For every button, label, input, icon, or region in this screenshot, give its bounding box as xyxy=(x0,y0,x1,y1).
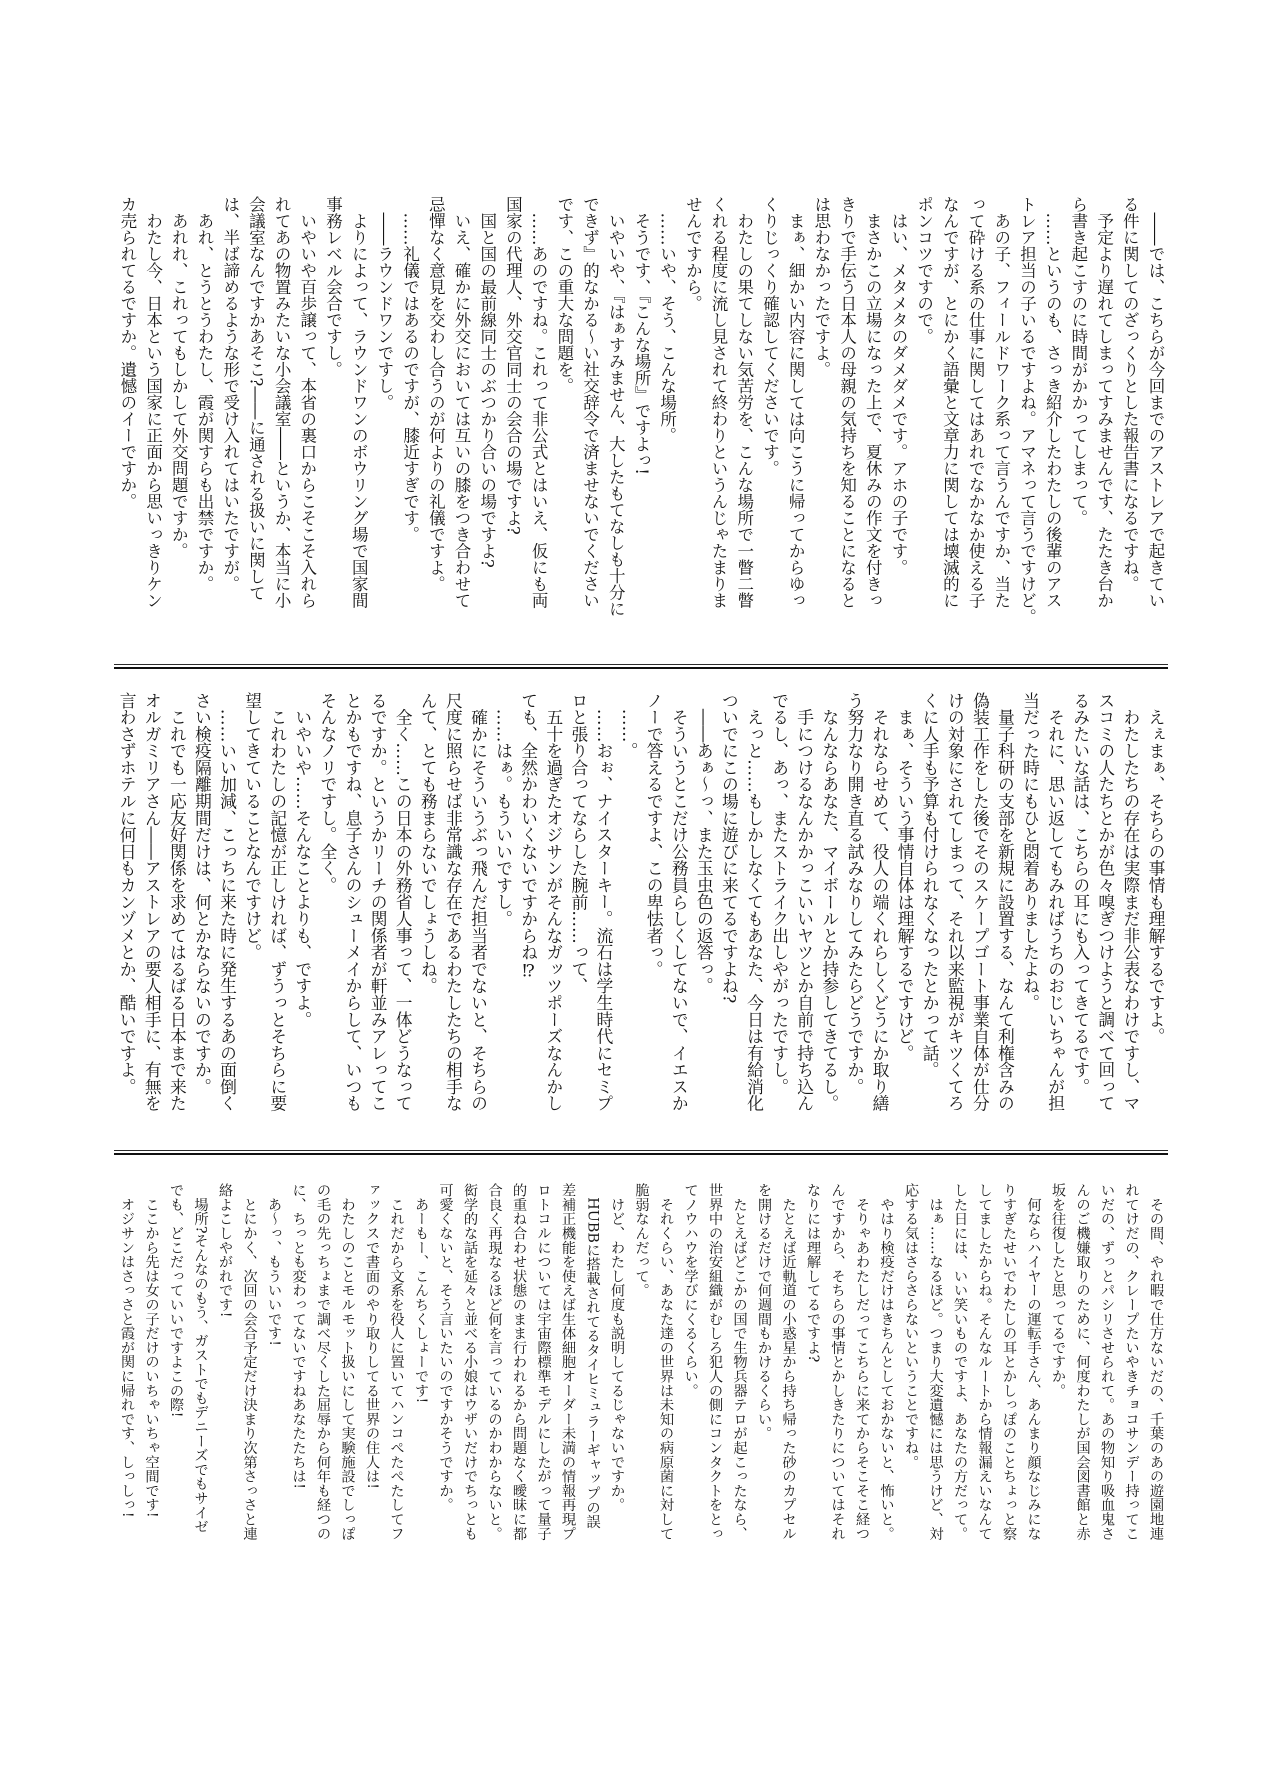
text-column: ……いい加減、こっちに来た時に発生するあの面倒く xyxy=(217,692,238,1112)
text-column: 事務レベル会合ですし。 xyxy=(323,196,343,378)
text-column: やはり検疫だけはきちんとしておかないと、怖いと。 xyxy=(878,1183,895,1541)
text-column: あ〜っ、もういいです! xyxy=(266,1183,282,1347)
text-column: れてけだの、クレープたいやきチョコサンデー持ってこ xyxy=(1123,1183,1140,1541)
text-column: るみたいな話は、こちらの耳にも入ってきてるです。 xyxy=(1070,692,1091,1095)
text-column: ロトコルについては宇宙際標準モデルにしたがって量子 xyxy=(535,1183,552,1541)
text-column: なんですが、とにかく語彙と文章力に関しては壊滅的に xyxy=(940,196,960,609)
text-column: ポンコツですので。 xyxy=(914,196,934,345)
text-column: 脆弱なんだって。 xyxy=(633,1183,650,1298)
text-column: そうです、『こんな場所』ですよっ! xyxy=(631,196,651,475)
text-column: あーもー、こんちくしょーです! xyxy=(413,1183,429,1404)
text-column: たとえば近軌道の小惑星から持ち帰った砂のカプセル xyxy=(780,1183,797,1541)
text-column: わたしのことモルモット扱いにして実験施設でしっぽ xyxy=(339,1183,356,1541)
text-column: とかもですね、息子さんのシューメイからして、いつも xyxy=(343,692,363,1112)
text-column: そういうとこだけ公務員らしくしてないで、イエスか xyxy=(669,692,690,1112)
text-column: いやいや……そんなことよりも、ですよ。 xyxy=(292,692,313,1028)
section-divider-rule-2 xyxy=(114,1150,1168,1155)
text-column: う努力なり開き直る試みなりしてみたらどうですか。 xyxy=(844,692,865,1095)
text-column: あの子、フィールドワーク系って言うんですか、当た xyxy=(991,196,1011,609)
text-column: きりで手伝う日本人の母親の気持ちを知ることになると xyxy=(837,196,857,609)
text-column: 坂を往復したと思ってるですか。 xyxy=(1050,1183,1066,1398)
text-column: ……おぉ、ナイスターキー。流石は学生時代にセミプ xyxy=(593,692,614,1112)
text-column: 尺度に照らせば非常識な存在であるわたしたちの相手な xyxy=(443,692,464,1112)
text-column: 可愛くないと、そう言いたいのですかそうですか。 xyxy=(437,1183,454,1512)
text-column: まぁ、細かい内容に関しては向こうに帰ってからゆっ xyxy=(786,196,806,609)
text-column: 忌憚なく意見を交わし合うのが何よりの礼儀ですよ。 xyxy=(426,196,446,592)
text-column: ら書き起こすのに時間がかかってしまって。 xyxy=(1068,196,1088,526)
text-column: ……。 xyxy=(619,692,640,760)
text-column: は、半ば諦めるような形で受け入れてはいたですが。 xyxy=(220,196,240,592)
text-column: そりゃあわたしだってこちらに来てからそこそこ経つ xyxy=(854,1183,870,1541)
text-column: HUBBに搭載されてるタイヒミュラーギャップの誤 xyxy=(584,1183,601,1529)
text-column: 手につけるなんかかっこいいヤツとか自前で持ち込ん xyxy=(794,692,815,1112)
text-column: オルガミリアさん――アストレアの要人相手に、有無を xyxy=(142,692,163,1112)
text-column: ――では、こちらが今回までのアストレアで起きてい xyxy=(1146,196,1165,609)
text-section-bottom xyxy=(114,1183,1168,1561)
text-column: そんなノリですし。全く。 xyxy=(317,692,338,894)
text-column: ……というのも、さっき紹介したわたしの後輩のアス xyxy=(1043,196,1063,609)
text-column: ても、全然かわいくないですからね⁉ xyxy=(518,692,539,981)
text-column: です、この重大な問題を。 xyxy=(554,196,574,394)
text-column: 予定より遅れてしまってすみませんです、たたき台か xyxy=(1094,196,1114,609)
text-column: 会議室なんですかあそこ?――に通される扱いに関して xyxy=(246,196,266,601)
text-column: それならせめて、役人の端くれらしくどうにか取り繕 xyxy=(869,692,890,1112)
text-column: 衒学的な話を延々と並べる小娘はウザいだけでちっとも xyxy=(462,1183,478,1541)
text-column: せんですから。 xyxy=(683,196,703,312)
text-column: 応する気はさらさらないということですね。 xyxy=(903,1183,919,1469)
text-column: の毛の先っちょまで調べ尽くした屈辱から何年も経つの xyxy=(315,1183,331,1541)
text-column: それに、思い返してもみればうちのおじいちゃんが担 xyxy=(1045,692,1066,1112)
text-column: 場所?そんなのもう、ガストでもデニーズでもサイゼ xyxy=(192,1183,209,1534)
text-column: ……あのですね。これって非公式とはいえ、仮にも両 xyxy=(529,196,549,609)
text-column: いやいや、『はぁすみません、大したもてなしも十分に xyxy=(606,196,626,617)
text-column: 当だった時にもひと悶着ありましたよね。 xyxy=(1020,692,1041,1012)
text-column: って砕ける系の仕事に関してはあれでなかなか使える子 xyxy=(966,196,986,609)
text-column: 国と国の最前線同士のぶつかり合いの場ですよ? xyxy=(477,196,497,568)
text-column: これでも一応友好関係を求めてはるばる日本まで来た xyxy=(167,692,188,1112)
text-column: 世界中の治安組織がむしろ犯人の側にコンタクトをとっ xyxy=(707,1183,723,1541)
text-column: 量子科研の支部を新規に設置する、なんて利権含みの xyxy=(995,692,1016,1112)
text-column: いだの、ずっとパシリさせられて。あの物知り吸血鬼さ xyxy=(1099,1183,1115,1541)
text-column: まぁ、そういう事情自体は理解するですけど。 xyxy=(895,692,916,1062)
text-column: んて、とても務まらないでしょうしね。 xyxy=(418,692,439,995)
text-section-top xyxy=(114,196,1168,634)
text-column: 合良く再現なるほど何を言っているのかわからないと。 xyxy=(486,1183,503,1541)
text-column: ノーで答えるですよ、この卑怯者っ。 xyxy=(644,692,665,978)
text-column: ――あぁ〜っ、また玉虫色の返答っ。 xyxy=(694,692,715,995)
text-column: それくらい、あなた達の世界は未知の病原菌に対して xyxy=(658,1183,674,1541)
text-column: くに人手も予算も付けられなくなったとかって話。 xyxy=(920,692,941,1079)
text-column: 国家の代理人、外交官同士の会合の場ですよ? xyxy=(503,196,523,535)
text-column: よりによって、ラウンドワンのボウリング場で国家間 xyxy=(349,196,369,609)
text-column: 偽装工作をした後でそのスケープゴート事業自体が仕分 xyxy=(970,692,991,1112)
text-column: に、ちっとも変わってないですねあなたたちは! xyxy=(290,1183,307,1490)
text-column: えっと……もしかしなくてもあなた、今日は有給消化 xyxy=(744,692,765,1112)
text-column: スコミの人たちとかが色々嗅ぎつけようと調べて回って xyxy=(1095,692,1116,1112)
section-divider-rule-1 xyxy=(114,664,1168,669)
text-column: これだから文系を役人に置いてハンコぺたぺたしてフ xyxy=(388,1183,405,1541)
text-column: てノウハウを学びにくるくらい。 xyxy=(682,1183,699,1398)
text-column: んのご機嫌取りのために、何度わたしが国会図書館と赤 xyxy=(1074,1183,1091,1541)
text-column: でも、どこだっていいですよこの際! xyxy=(168,1183,184,1418)
text-column: わたしたちの存在は実際まだ非公表なわけですし、マ xyxy=(1120,692,1141,1112)
text-column: 的重ね合わせ状態のまま行われるから問題なく曖昧に都 xyxy=(511,1183,527,1541)
text-column: 何ならハイヤーの運転手さん、あんまり顔なじみにな xyxy=(1025,1183,1042,1541)
text-column: は思わなかったですよ。 xyxy=(811,196,831,378)
text-column: けの対象にされてしまって、それ以来監視がキツくてろ xyxy=(945,692,966,1112)
text-column: わたし今、日本という国家に正面から思いっきりケン xyxy=(143,196,163,609)
text-section-middle xyxy=(114,692,1168,1140)
text-column: はい、メタメタのダメダメです。アホの子です。 xyxy=(888,196,908,576)
text-column: 言わさずホテルに何日もカンヅメとか、酷いですよ。 xyxy=(117,692,138,1095)
text-column: ついでにこの場に遊びに来てるですよね? xyxy=(719,692,740,1004)
text-column: カ売られてるですか。遺憾のイーですか。 xyxy=(117,196,137,510)
text-column: わたしの果てしない気苦労を、こんな場所で一瞥二瞥 xyxy=(734,196,754,609)
text-column: その間、やれ暇で仕方ないだの、千葉のあの遊園地連 xyxy=(1148,1183,1164,1541)
text-column: 差補正機能を使えば生体細胞オーダー未満の情報再現プ xyxy=(560,1183,576,1541)
text-column: いやいや百歩譲って、本省の裏口からこそこそ入れら xyxy=(297,196,317,609)
text-column: えぇまぁ、そちらの事情も理解するですよ。 xyxy=(1146,692,1166,1045)
text-column: いえ、確かに外交においては互いの膝をつき合わせて xyxy=(452,196,472,609)
text-column: ……いや、そう、こんな場所。 xyxy=(657,196,677,444)
text-column: くりじっくり確認してくださいです。 xyxy=(760,196,780,477)
text-column: あれれ、これってもしかして外交問題ですか。 xyxy=(169,196,189,559)
text-column: ァックスで書面のやり取りしてる世界の住人は! xyxy=(364,1183,380,1490)
text-column: した日には、いい笑いものですよ、あなたの方だって。 xyxy=(952,1183,968,1541)
text-column: りすぎたせいでわたしの耳とかしっぽのことちょっと察 xyxy=(1001,1183,1017,1541)
text-column: してましたからね。そんなルートから情報漏えいなんて xyxy=(976,1183,993,1541)
text-column: ……はぁ。もういいですし。 xyxy=(493,692,514,928)
text-column: ……礼儀ではあるのですが、膝近すぎです。 xyxy=(400,196,420,543)
text-column: ロと張り合ってならした腕前……って、 xyxy=(568,692,589,995)
text-column: 確かにそういうぶっ飛んだ担当者でないと、そちらの xyxy=(468,692,489,1112)
text-column: さい検疫隔離期間だけは、何とかならないのですか。 xyxy=(192,692,213,1095)
text-column: これわたしの記憶が正しければ、ずうっとそちらに要 xyxy=(267,692,288,1112)
text-column: あれ、とうとうわたし、霞が関すらも出禁ですか。 xyxy=(194,196,214,592)
text-column: とにかく、次回の会合予定だけ決まり次第さっさと連 xyxy=(241,1183,258,1541)
text-column: ――ラウンドワンですし。 xyxy=(374,196,394,411)
text-column: でるし、あっ、またストライク出しやがったですし。 xyxy=(769,692,790,1095)
text-column: るですか。というかリーチの関係者が軒並みアレってこ xyxy=(368,692,389,1112)
text-column: を開けるだけで何週間もかけるくらい。 xyxy=(756,1183,772,1441)
text-column: まさかこの立場になった上で、夏休みの作文を付きっ xyxy=(863,196,883,609)
text-column: けど、わたし何度も説明してるじゃないですか。 xyxy=(609,1183,625,1512)
text-column: 五十を過ぎたオジサンがそんなガッツポーズなんかし xyxy=(543,692,564,1112)
text-column: る件に関してのざっくりとした報告書になるですね。 xyxy=(1120,196,1140,592)
text-column: たとえばどこかの国で生物兵器テロが起こったなら、 xyxy=(731,1183,748,1541)
text-column: れてあの物置みたいな小会議室――というか、本当に小 xyxy=(272,196,292,609)
text-column: んですから、そちらの事情とかしきたりについてはそれ xyxy=(829,1183,846,1541)
text-column: トレア担当の子いるですよね。アマネって言うですけど。 xyxy=(1017,196,1037,625)
text-column: 全く……この日本の外務省人事って、一体どうなって xyxy=(393,692,414,1112)
text-column: はぁ……なるほど。つまり大変遺憾には思うけど、対 xyxy=(927,1183,944,1541)
text-column: なりには理解してるですよ? xyxy=(805,1183,821,1363)
text-column: オジサンはさっさと霞が関に帰れです、しっしっ! xyxy=(119,1183,135,1518)
text-column: なんならあなた、マイボールとか持参してきてるし。 xyxy=(819,692,840,1112)
text-column: 望してきていることなんですけど。 xyxy=(242,692,263,961)
text-column: 絡よこしやがれです! xyxy=(217,1183,233,1318)
text-column: くれる程度に流し見されて終わりというんじゃたまりま xyxy=(709,196,729,609)
text-column: ここから先は女の子だけのいちゃいちゃ空間です! xyxy=(143,1183,160,1518)
text-column: できず』的なかる〜い社交辞令で済ませないでください xyxy=(580,196,600,609)
